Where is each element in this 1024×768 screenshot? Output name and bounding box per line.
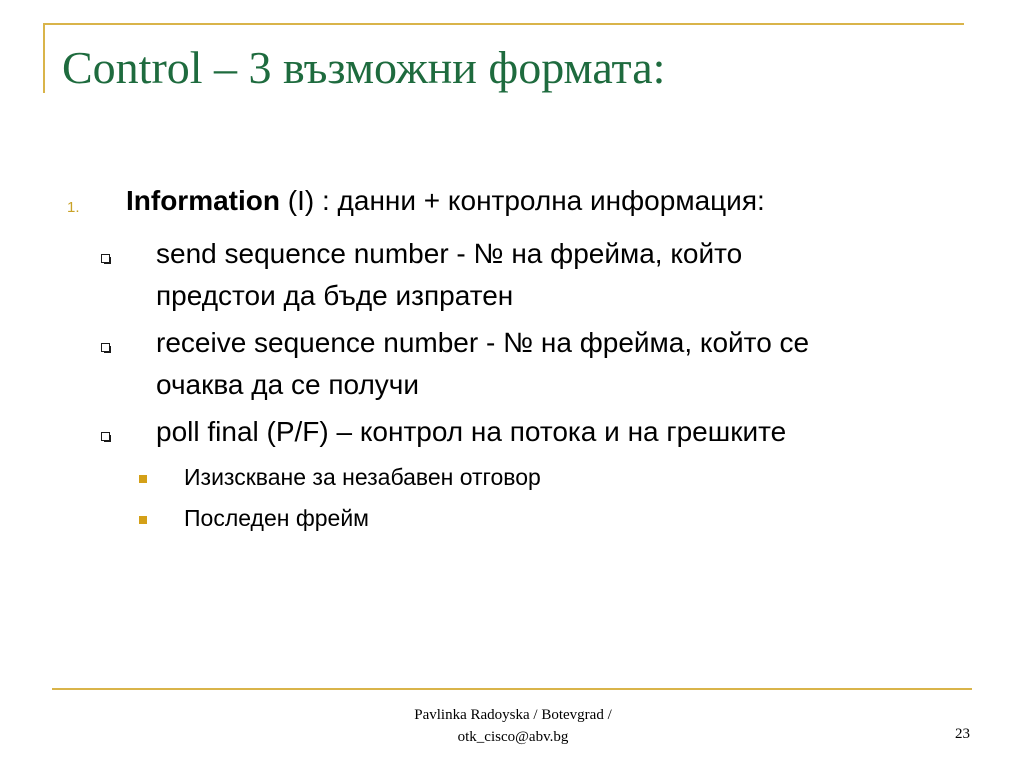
sub-item-poll-final (156, 411, 976, 453)
slide-title: Control – 3 възможни формата: (62, 42, 666, 93)
footer-email: otk_cisco@abv.bg (457, 729, 569, 745)
sub-sub-item-immediate-response: Изизскване за незабавен отговор (184, 464, 541, 490)
item-bold-term: Information (126, 185, 280, 216)
sub-item-line: предстои да бъде изпратен (156, 280, 514, 311)
footer-author-line: Pavlinka Radoyska / Botevgrad / (414, 707, 612, 723)
footer-divider (52, 688, 972, 690)
sub-item-line: poll final (P/F) – контрол на потока и на грешките (156, 416, 787, 447)
sub-item-line: send sequence number - № на фрейма, който (156, 238, 743, 269)
sub-item-receive-sequence (156, 322, 976, 406)
square-bullet-icon (101, 343, 110, 352)
list-item-information (126, 184, 765, 218)
numbered-marker: 1. (67, 199, 80, 216)
top-border-line (43, 23, 964, 25)
item-description: (I) : данни + контролна информация: (280, 185, 765, 216)
square-bullet-icon (101, 432, 110, 441)
filled-square-bullet-icon (139, 516, 147, 524)
page-number: 23 (955, 726, 970, 742)
left-border-line (43, 23, 45, 93)
sub-item-line: очаква да се получи (156, 369, 420, 400)
sub-sub-item-last-frame: Последен фрейм (184, 505, 369, 531)
square-bullet-icon (101, 254, 110, 263)
sub-item-line: receive sequence number - № на фрейма, който се (156, 327, 810, 358)
footer-author (378, 704, 648, 748)
filled-square-bullet-icon (139, 475, 147, 483)
sub-item-send-sequence (156, 233, 976, 317)
